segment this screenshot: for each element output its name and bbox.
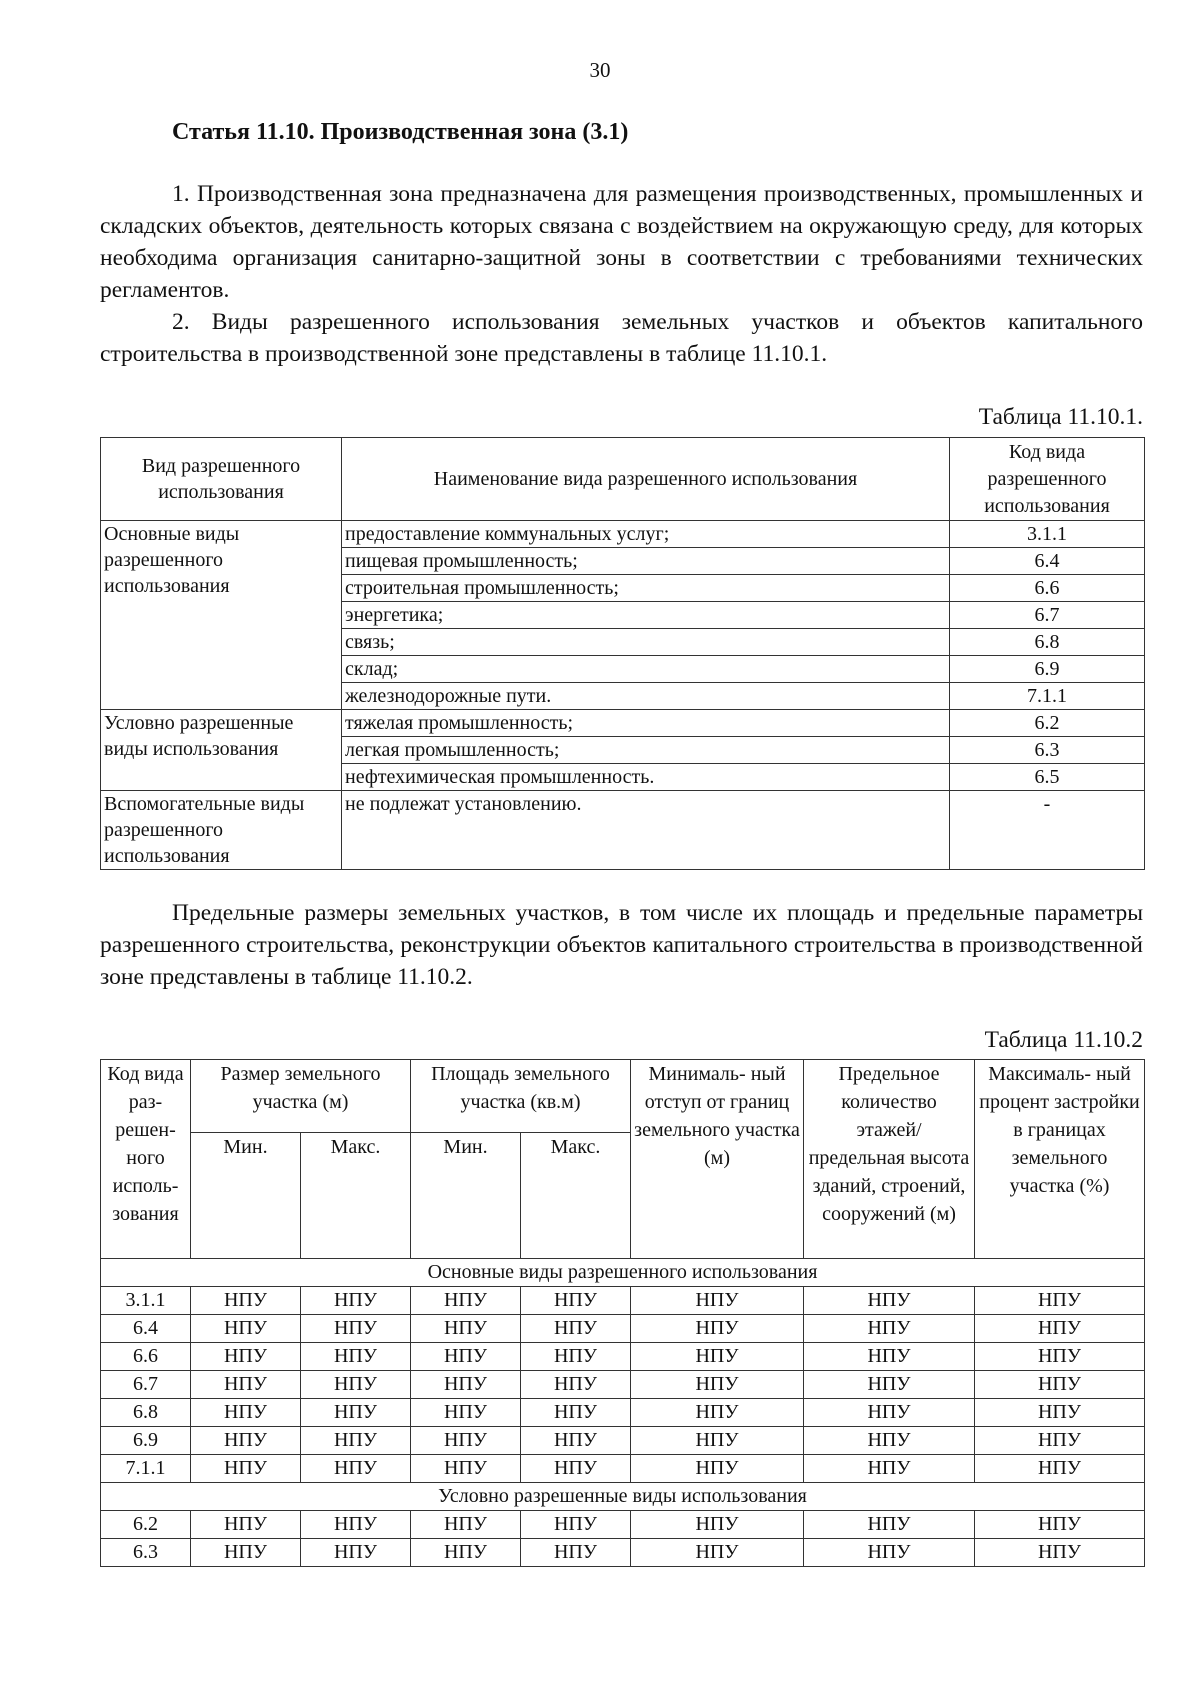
parameter-value: НПУ — [411, 1287, 521, 1315]
paragraph-2 — [100, 306, 1143, 370]
parameter-value: НПУ — [631, 1399, 804, 1427]
parameter-value: НПУ — [804, 1427, 975, 1455]
paragraph-3-text: Предельные размеры земельных участков, в том числе их площадь и предельные параметры разрешенного строительства, реконструкции объектов капитального строительства в производственной зоне представлены в таблице 11.10.2. — [100, 900, 1143, 990]
table-2-header-size-max: Макс. — [301, 1133, 411, 1259]
parameter-value: НПУ — [975, 1343, 1145, 1371]
land-use-code: - — [950, 791, 1145, 870]
land-use-name: склад; — [342, 656, 950, 683]
land-use-code: 6.8 — [950, 629, 1145, 656]
parameter-value: НПУ — [191, 1371, 301, 1399]
land-use-code: 6.4 — [950, 548, 1145, 575]
parameter-value: НПУ — [191, 1539, 301, 1567]
land-use-code: 6.2 — [101, 1511, 191, 1539]
land-use-code: 6.9 — [950, 656, 1145, 683]
parameter-value: НПУ — [804, 1539, 975, 1567]
table-2-header-setback: Минималь- ный отступ от границ земельного участка (м) — [631, 1060, 804, 1259]
table-1-header-row — [101, 438, 1145, 521]
parameter-value: НПУ — [631, 1287, 804, 1315]
table-row — [101, 1343, 1145, 1371]
parameter-value: НПУ — [191, 1287, 301, 1315]
parameter-value: НПУ — [521, 1427, 631, 1455]
land-use-code: 6.7 — [101, 1371, 191, 1399]
land-use-code: 6.6 — [950, 575, 1145, 602]
parameter-value: НПУ — [975, 1315, 1145, 1343]
parameter-value: НПУ — [191, 1455, 301, 1483]
paragraph-1 — [100, 178, 1143, 306]
parameter-value: НПУ — [975, 1539, 1145, 1567]
table-2-header-size-min: Мин. — [191, 1133, 301, 1259]
parameter-value: НПУ — [411, 1399, 521, 1427]
parameter-value: НПУ — [301, 1287, 411, 1315]
land-use-name: связь; — [342, 629, 950, 656]
parameter-value: НПУ — [521, 1399, 631, 1427]
table-1-header-cell: Наименование вида разрешенного использования — [342, 438, 950, 521]
table-1-header-cell: Код вида разрешенного использования — [950, 438, 1145, 521]
parameter-value: НПУ — [411, 1455, 521, 1483]
table-row — [101, 1315, 1145, 1343]
land-use-code: 6.7 — [950, 602, 1145, 629]
table-1-header-cell: Вид разрешенного использования — [101, 438, 342, 521]
land-use-group-label: Условно разрешенные виды использования — [101, 710, 342, 791]
parameter-value: НПУ — [975, 1287, 1145, 1315]
parameter-value: НПУ — [301, 1315, 411, 1343]
table-row — [101, 791, 1145, 870]
parameter-value: НПУ — [301, 1455, 411, 1483]
table-row — [101, 1427, 1145, 1455]
land-use-name: энергетика; — [342, 602, 950, 629]
table-row — [101, 521, 1145, 548]
parameter-value: НПУ — [411, 1315, 521, 1343]
land-use-code: 6.3 — [101, 1539, 191, 1567]
parameter-value: НПУ — [301, 1371, 411, 1399]
land-use-code: 7.1.1 — [101, 1455, 191, 1483]
land-plot-parameters-table — [100, 1059, 1145, 1567]
land-use-code: 3.1.1 — [950, 521, 1145, 548]
parameter-value: НПУ — [191, 1343, 301, 1371]
land-use-code: 6.4 — [101, 1315, 191, 1343]
section-label: Основные виды разрешенного использования — [101, 1259, 1145, 1287]
paragraph-3 — [100, 897, 1143, 993]
parameter-value: НПУ — [521, 1539, 631, 1567]
parameter-value: НПУ — [631, 1539, 804, 1567]
parameter-value: НПУ — [191, 1399, 301, 1427]
paragraph-1-text: 1. Производственная зона предназначена для размещения производственных, промышленных и складских объектов, деятельность которых связана с воздействием на окружающую среду, для которых необходима организация санитарно-защитной зоны в соответствии с требованиями технических регламентов. — [100, 181, 1143, 303]
parameter-value: НПУ — [191, 1315, 301, 1343]
table-2-header-size: Размер земельного участка (м) — [191, 1060, 411, 1133]
section-label: Условно разрешенные виды использования — [101, 1483, 1145, 1511]
parameter-value: НПУ — [411, 1343, 521, 1371]
land-use-code: 6.6 — [101, 1343, 191, 1371]
parameter-value: НПУ — [411, 1371, 521, 1399]
table-section-row — [101, 1259, 1145, 1287]
land-use-name: легкая промышленность; — [342, 737, 950, 764]
parameter-value: НПУ — [975, 1399, 1145, 1427]
parameter-value: НПУ — [301, 1343, 411, 1371]
table-row — [101, 1455, 1145, 1483]
parameter-value: НПУ — [301, 1427, 411, 1455]
parameter-value: НПУ — [804, 1287, 975, 1315]
parameter-value: НПУ — [411, 1427, 521, 1455]
parameter-value: НПУ — [804, 1399, 975, 1427]
parameter-value: НПУ — [975, 1427, 1145, 1455]
parameter-value: НПУ — [975, 1511, 1145, 1539]
parameter-value: НПУ — [301, 1399, 411, 1427]
table-2-header-coverage: Максималь- ный процент застройки в границах земельного участка (%) — [975, 1060, 1145, 1259]
land-use-name: железнодорожные пути. — [342, 683, 950, 710]
land-use-code: 7.1.1 — [950, 683, 1145, 710]
land-use-types-table — [100, 437, 1145, 870]
parameter-value: НПУ — [191, 1427, 301, 1455]
parameter-value: НПУ — [804, 1315, 975, 1343]
table-row — [101, 710, 1145, 737]
table-1-caption: Таблица 11.10.1. — [978, 404, 1143, 430]
table-2-header-area-max: Макс. — [521, 1133, 631, 1259]
land-use-code: 6.2 — [950, 710, 1145, 737]
parameter-value: НПУ — [975, 1455, 1145, 1483]
parameter-value: НПУ — [804, 1371, 975, 1399]
parameter-value: НПУ — [521, 1455, 631, 1483]
table-2-header-area: Площадь земельного участка (кв.м) — [411, 1060, 631, 1133]
parameter-value: НПУ — [521, 1343, 631, 1371]
land-use-name: тяжелая промышленность; — [342, 710, 950, 737]
parameter-value: НПУ — [521, 1287, 631, 1315]
land-use-name: пищевая промышленность; — [342, 548, 950, 575]
parameter-value: НПУ — [804, 1455, 975, 1483]
land-use-group-label: Основные виды разрешенного использования — [101, 521, 342, 710]
table-row — [101, 1287, 1145, 1315]
land-use-code: 3.1.1 — [101, 1287, 191, 1315]
land-use-code: 6.9 — [101, 1427, 191, 1455]
table-row — [101, 1371, 1145, 1399]
parameter-value: НПУ — [975, 1371, 1145, 1399]
paragraph-2-text: 2. Виды разрешенного использования земельных участков и объектов капитального строительства в производственной зоне представлены в таблице 11.10.1. — [100, 309, 1143, 367]
parameter-value: НПУ — [631, 1455, 804, 1483]
table-row — [101, 1399, 1145, 1427]
table-2-header-code: Код вида раз- решен- ного исполь- зования — [101, 1060, 191, 1259]
parameter-value: НПУ — [631, 1511, 804, 1539]
land-use-name: нефтехимическая промышленность. — [342, 764, 950, 791]
land-use-code: 6.5 — [950, 764, 1145, 791]
parameter-value: НПУ — [521, 1315, 631, 1343]
table-2-header-floors: Предельное количество этажей/ предельная высота зданий, строений, сооружений (м) — [804, 1060, 975, 1259]
parameter-value: НПУ — [301, 1511, 411, 1539]
land-use-name: не подлежат установлению. — [342, 791, 950, 870]
land-use-name: предоставление коммунальных услуг; — [342, 521, 950, 548]
article-heading: Статья 11.10. Производственная зона (3.1) — [172, 119, 629, 145]
land-use-code: 6.3 — [950, 737, 1145, 764]
parameter-value: НПУ — [521, 1371, 631, 1399]
table-2-header-row — [101, 1060, 1145, 1133]
parameter-value: НПУ — [411, 1511, 521, 1539]
parameter-value: НПУ — [631, 1427, 804, 1455]
parameter-value: НПУ — [521, 1511, 631, 1539]
table-2-header-area-min: Мин. — [411, 1133, 521, 1259]
parameter-value: НПУ — [411, 1539, 521, 1567]
table-section-row — [101, 1483, 1145, 1511]
land-use-code: 6.8 — [101, 1399, 191, 1427]
parameter-value: НПУ — [631, 1343, 804, 1371]
land-use-group-label: Вспомогательные виды разрешенного использования — [101, 791, 342, 870]
table-row — [101, 1539, 1145, 1567]
parameter-value: НПУ — [804, 1343, 975, 1371]
page-number: 30 — [589, 58, 611, 82]
parameter-value: НПУ — [301, 1539, 411, 1567]
parameter-value: НПУ — [191, 1511, 301, 1539]
table-2-caption: Таблица 11.10.2 — [984, 1027, 1143, 1053]
parameter-value: НПУ — [631, 1315, 804, 1343]
land-use-name: строительная промышленность; — [342, 575, 950, 602]
parameter-value: НПУ — [631, 1371, 804, 1399]
parameter-value: НПУ — [804, 1511, 975, 1539]
table-row — [101, 1511, 1145, 1539]
